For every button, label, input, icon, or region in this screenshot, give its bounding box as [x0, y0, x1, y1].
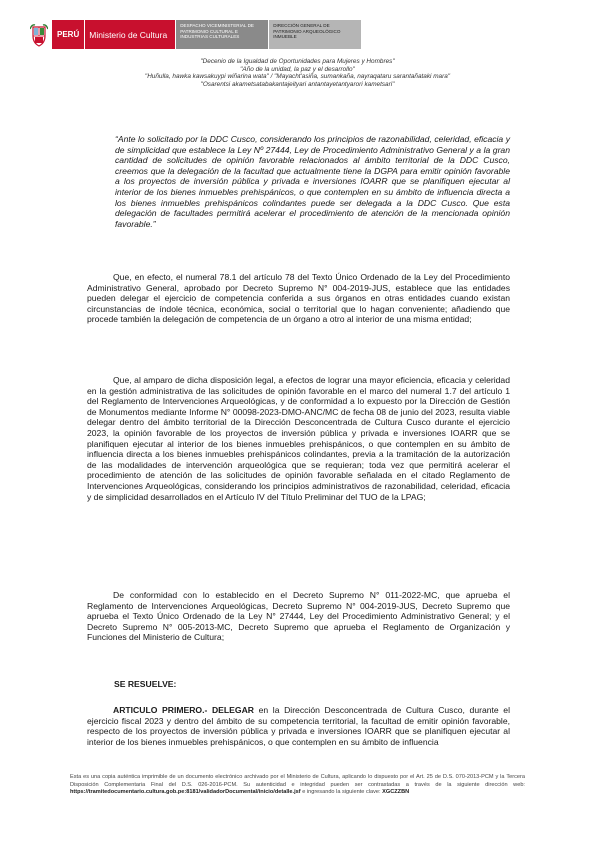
- vice-ministry-label: DESPACHO VICEMINISTERIAL DE PATRIMONIO CULTURAL E INDUSTRIAS CULTURALES: [175, 20, 268, 49]
- resolution-heading: SE RESUELVE:: [114, 679, 177, 689]
- motto-line: "Decenio de la Igualdad de Oportunidades para Mujeres y Hombres": [200, 58, 395, 65]
- country-label: PERÚ: [52, 20, 84, 49]
- quoted-paragraph: “Ante lo solicitado por la DDC Cusco, considerando los principios de razonabilidad, celeridad, eficacia y de simplicidad que establece la Ley Nº 27444, Ley de Procedimiento Administrativo General y a la gran cantidad de solicitudes de opinión favorable relacionados al ámbito territorial de la DDC Cusco, creemos que la delegación de la facultad que actualmente tiene la DGPA para emitir opinión favorable a los proyectos de inversión pública y privada e inversiones IOARR que se planifiquen ejecutar al interior de los bienes inmuebles prehispánicos, o que contemplen en su ámbito de influencia directa a los bienes inmuebles prehispánicos colindantes puede ser delegada a la DDC Cusco. Que esta delegación de facultades permitirá acelerar el procedimiento de atención de la mencionada opinión favorable.”: [115, 134, 510, 229]
- validation-code: XGCZZBN: [382, 789, 410, 796]
- motto-line: "Osarentsi akametsatabakantajeityari antantayetantyarori kametsari": [200, 80, 395, 88]
- ministry-header: [26, 20, 361, 49]
- article-heading: ARTICULO PRIMERO.- DELEGAR: [113, 705, 254, 715]
- motto-line: "Año de la unidad, la paz y el desarrollo": [240, 65, 355, 73]
- validation-link[interactable]: https://tramitedocumentario.cultura.gob.pe:8181/validadorDocumental/inicio/detalle.jsf: [70, 789, 301, 796]
- mottos-block: [0, 58, 595, 88]
- motto-line: "Huñulla, hawka kawsakuypi wiñarina wata" / "Mayacht'asiña, sumankaña, nayraqataru sarantañataki mara": [144, 73, 451, 81]
- footer-mid: e ingresando la siguiente clave:: [300, 789, 383, 796]
- ministry-label: Ministerio de Cultura: [84, 20, 175, 49]
- article-text: en la Dirección Desconcentrada de Cultura Cusco, durante el ejercicio fiscal 2023 y dentro del ámbito de su competencia territorial, la facultad de emitir opinión favorable, respecto de los proyectos de inversión pública y privada e inversiones IOARR que se planifiquen ejecutar al interior de los bienes inmuebles prehispánicos, o que contemplen en su ámbito de influencia: [87, 705, 510, 747]
- body-paragraph: Que, en efecto, el numeral 78.1 del artículo 78 del Texto Único Ordenado de la Ley del Procedimiento Administrativo General, aprobado por Decreto Supremo N° 004-2019-JUS, establece que las entidades pueden delegar el ejercicio de competencia conferida a sus órganos en otras entidades cuando existan circunstancias de índole técnica, económica, social o territorial que lo hagan conveniente; añadiendo que procede también la delegación de competencia de un órgano a otro al interior de una misma entidad;: [87, 272, 510, 325]
- article-first: [87, 705, 510, 747]
- body-paragraph: Que, al amparo de dicha disposición legal, a efectos de lograr una mayor eficiencia, eficacia y celeridad en la gestión administrativa de las solicitudes de opinión favorable en el marco del numeral 1.7 del artículo 1 del Reglamento de Intervenciones Arqueológicas, y de conformidad a lo expuesto por la Dirección de Gestión de Monumentos mediante Informe N° 00098-2023-DMO-ANC/MC de fecha 08 de junio del 2023, resulta viable delegar dentro del ámbito territorial de la Dirección Desconcentrada de Cultura Cusco durante el ejercicio 2023, la opinión favorable de los proyectos de inversión pública y privada e inversiones IOARR que se planifiquen ejecutar al interior de los bienes inmuebles prehispánicos, o que contemplen en su ámbito de influencia directa a los bienes inmuebles prehispánicos colindantes, previa a la tramitación de la autorización de las modalidades de intervención arqueológica que se requieran; toda vez que permitirá acelerar el procedimiento de atención de las solicitudes de opinión favorable señalada en el citado Reglamento de Intervenciones Arqueológicas, considerando los principios administrativos de razonabilidad, celeridad, eficacia y de simplicidad desarrollados en el Artículo IV del Título Preliminar del TUO de la LPAG;: [87, 375, 510, 502]
- footer-text: Esta es una copia auténtica imprimible de un documento electrónico archivado por el Ministerio de Cultura, aplicando lo dispuesto por el Art. 25 de D.S. 070-2013-PCM y la Tercera Disposición Complementaria Final del D.S. 026-2016-PCM. Su autenticidad e integridad pueden ser contrastadas a través de la siguiente dirección web:: [70, 774, 525, 788]
- authenticity-footer: [70, 774, 525, 797]
- general-direction-label: DIRECCIÓN GENERAL DE PATRIMONIO ARQUEOLÓGICO INMUEBLE: [268, 20, 361, 49]
- coat-of-arms-icon: [26, 20, 52, 49]
- body-paragraph: De conformidad con lo establecido en el Decreto Supremo N° 011-2022-MC, que aprueba el Reglamento de Intervenciones Arqueológicas, Decreto Supremo N° 004-2019-JUS, Decreto Supremo que aprueba el Texto Único Ordenado de la Ley N° 27444, Ley del Procedimiento Administrativo General; y el Decreto Supremo N° 005-2013-MC, Decreto Supremo que aprueba el Reglamento de Organización y Funciones del Ministerio de Cultura;: [87, 590, 510, 643]
